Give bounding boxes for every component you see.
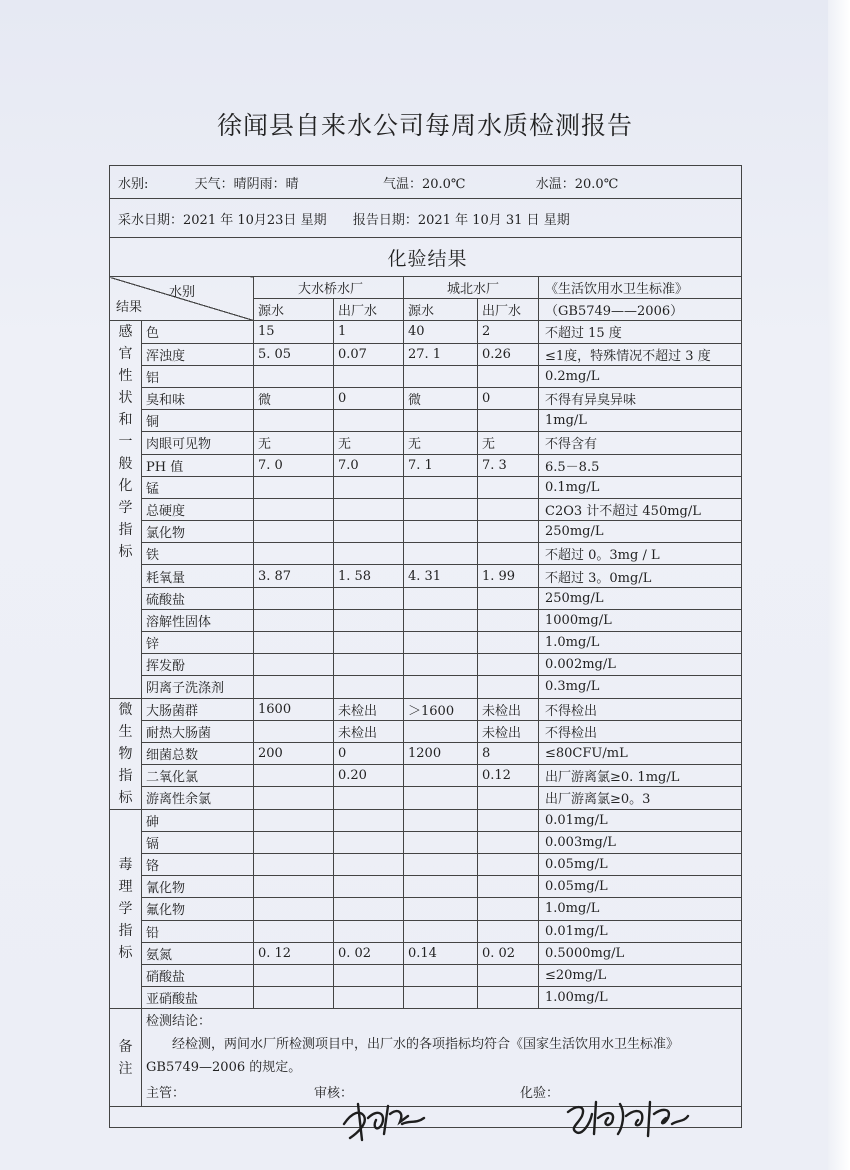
plant2-source bbox=[404, 987, 478, 1009]
plant2-source: ＞1600 bbox=[404, 698, 478, 720]
plant2-outlet bbox=[478, 809, 539, 831]
supervisor-label: 主管： bbox=[146, 1085, 186, 1101]
table-row bbox=[110, 609, 742, 631]
remarks-char: 注 bbox=[118, 1060, 133, 1077]
category-char: 物 bbox=[118, 745, 133, 762]
diagonal-header-cell bbox=[110, 277, 254, 321]
plant2-source-header: 源水 bbox=[404, 299, 478, 321]
plant2-outlet bbox=[478, 609, 539, 631]
remarks-row bbox=[110, 1054, 742, 1076]
table-row bbox=[110, 454, 742, 476]
plant1-outlet bbox=[334, 521, 404, 543]
standard-limit: 6.5－8.5 bbox=[539, 454, 742, 476]
plant1-source-header: 源水 bbox=[254, 299, 334, 321]
item-name: 氯化物 bbox=[142, 521, 254, 543]
column-header-row-1 bbox=[110, 277, 742, 299]
plant1-outlet bbox=[334, 809, 404, 831]
category-char: 毒 bbox=[118, 856, 133, 873]
plant1-source bbox=[254, 365, 334, 387]
plant2-source bbox=[404, 609, 478, 631]
plant1-outlet: 1. 58 bbox=[334, 565, 404, 587]
table-row bbox=[110, 698, 742, 720]
plant1-source bbox=[254, 720, 334, 742]
item-name: 铁 bbox=[142, 543, 254, 565]
table-row bbox=[110, 742, 742, 764]
plant1-source bbox=[254, 587, 334, 609]
table-row bbox=[110, 831, 742, 853]
standard-limit: 0.01mg/L bbox=[539, 809, 742, 831]
plant2-outlet bbox=[478, 964, 539, 986]
plant1-outlet bbox=[334, 476, 404, 498]
plant1-header: 大水桥水厂 bbox=[254, 277, 404, 299]
plant2-outlet: 0.12 bbox=[478, 765, 539, 787]
standard-limit: 不超过 0。3mg / L bbox=[539, 543, 742, 565]
water-quality-table bbox=[109, 165, 742, 1128]
item-name: 游离性余氯 bbox=[142, 787, 254, 809]
standard-limit: 不得有异臭异味 bbox=[539, 387, 742, 409]
plant2-source: 无 bbox=[404, 432, 478, 454]
table-row bbox=[110, 654, 742, 676]
plant1-outlet: 0.07 bbox=[334, 343, 404, 365]
plant1-source: 无 bbox=[254, 432, 334, 454]
standard-limit: 0.002mg/L bbox=[539, 654, 742, 676]
section-title-row bbox=[110, 238, 742, 277]
plant1-outlet bbox=[334, 498, 404, 520]
plant2-outlet bbox=[478, 498, 539, 520]
plant1-outlet bbox=[334, 543, 404, 565]
plant1-source: 1600 bbox=[254, 698, 334, 720]
plant2-outlet: 2 bbox=[478, 321, 539, 343]
item-name: 耐热大肠菌 bbox=[142, 720, 254, 742]
standard-limit: 0.3mg/L bbox=[539, 676, 742, 698]
table-row bbox=[110, 387, 742, 409]
standard-limit: 0.003mg/L bbox=[539, 831, 742, 853]
plant2-outlet bbox=[478, 876, 539, 898]
item-name: 镉 bbox=[142, 831, 254, 853]
plant2-source: 微 bbox=[404, 387, 478, 409]
plant2-outlet: 未检出 bbox=[478, 720, 539, 742]
plant2-source bbox=[404, 476, 478, 498]
table-row bbox=[110, 942, 742, 964]
item-name: 总硬度 bbox=[142, 498, 254, 520]
item-name: 臭和味 bbox=[142, 387, 254, 409]
plant1-outlet bbox=[334, 609, 404, 631]
standard-limit: 不超过 3。0mg/L bbox=[539, 565, 742, 587]
sampling-date: 采水日期：2021 年 10月23日 星期 bbox=[118, 212, 327, 228]
table-row bbox=[110, 498, 742, 520]
air-temp-text: 气温：20.0℃ bbox=[382, 176, 466, 192]
plant1-outlet: 0 bbox=[334, 742, 404, 764]
plant2-source: 7. 1 bbox=[404, 454, 478, 476]
conclusion-line-1: 经检测，两间水厂所检测项目中，出厂水的各项指标均符合《国家生活饮用水卫生标准》 bbox=[142, 1030, 742, 1054]
report-date: 报告日期：2021 年 10月 31 日 星期 bbox=[352, 212, 570, 228]
table-row bbox=[110, 587, 742, 609]
plant2-outlet bbox=[478, 587, 539, 609]
plant1-source bbox=[254, 853, 334, 875]
category-char: 微 bbox=[118, 701, 133, 718]
item-name: 溶解性固体 bbox=[142, 609, 254, 631]
corner-bottom-label: 结果 bbox=[116, 300, 143, 316]
category-char: 状 bbox=[118, 390, 133, 407]
plant1-outlet bbox=[334, 987, 404, 1009]
plant2-source bbox=[404, 654, 478, 676]
category-char: 理 bbox=[118, 878, 133, 895]
plant2-source bbox=[404, 410, 478, 432]
header-row-weather bbox=[110, 166, 742, 199]
plant2-source bbox=[404, 543, 478, 565]
standard-limit: 0.1mg/L bbox=[539, 476, 742, 498]
plant1-outlet: 无 bbox=[334, 432, 404, 454]
remarks-row bbox=[110, 1030, 742, 1054]
item-name: 硝酸盐 bbox=[142, 964, 254, 986]
standard-limit: C2O3 计不超过 450mg/L bbox=[539, 498, 742, 520]
plant1-source bbox=[254, 609, 334, 631]
plant1-outlet bbox=[334, 876, 404, 898]
plant1-outlet bbox=[334, 587, 404, 609]
plant1-source bbox=[254, 543, 334, 565]
table-row bbox=[110, 543, 742, 565]
item-name: 二氧化氯 bbox=[142, 765, 254, 787]
plant2-outlet-header: 出厂水 bbox=[478, 299, 539, 321]
category-char: 化 bbox=[118, 478, 133, 495]
plant1-source bbox=[254, 809, 334, 831]
plant1-source bbox=[254, 676, 334, 698]
plant2-outlet bbox=[478, 853, 539, 875]
category-char: 性 bbox=[118, 368, 133, 385]
table-row bbox=[110, 365, 742, 387]
item-name: 大肠菌群 bbox=[142, 698, 254, 720]
plant2-outlet: 8 bbox=[478, 742, 539, 764]
conclusion-line-2: GB5749—2006 的规定。 bbox=[142, 1054, 742, 1076]
plant2-source bbox=[404, 920, 478, 942]
weather-text: 天气：晴阴雨：晴 bbox=[194, 176, 299, 192]
plant1-source bbox=[254, 476, 334, 498]
section-title: 化验结果 bbox=[110, 238, 742, 277]
plant1-source: 0. 12 bbox=[254, 942, 334, 964]
plant2-source bbox=[404, 521, 478, 543]
tester-label: 化验： bbox=[520, 1086, 560, 1102]
plant2-source bbox=[404, 787, 478, 809]
category-char: 一 bbox=[118, 434, 133, 451]
standard-limit: 1.00mg/L bbox=[539, 987, 742, 1009]
item-name: 耗氧量 bbox=[142, 565, 254, 587]
plant2-source bbox=[404, 831, 478, 853]
corner-top-label: 水别 bbox=[168, 285, 195, 300]
report-title: 徐闻县自来水公司每周水质检测报告 bbox=[216, 111, 633, 140]
table-row bbox=[110, 432, 742, 454]
standard-limit: 0.05mg/L bbox=[539, 853, 742, 875]
plant1-source bbox=[254, 787, 334, 809]
item-name: 氰化物 bbox=[142, 876, 254, 898]
item-name: 铝 bbox=[142, 365, 254, 387]
standard-limit: 出厂游离氯≥0。3 bbox=[539, 787, 742, 809]
standard-limit: 出厂游离氯≥0. 1mg/L bbox=[539, 765, 742, 787]
category-micro bbox=[110, 698, 142, 809]
item-name: 肉眼可见物 bbox=[142, 432, 254, 454]
reviewer-signature bbox=[338, 1094, 430, 1148]
plant1-outlet bbox=[334, 787, 404, 809]
category-char: 学 bbox=[118, 900, 133, 917]
table-row bbox=[110, 987, 742, 1009]
table-row bbox=[110, 343, 742, 365]
plant1-source bbox=[254, 410, 334, 432]
header-row-dates bbox=[110, 199, 742, 238]
standard-limit: 0.01mg/L bbox=[539, 920, 742, 942]
item-name: 细菌总数 bbox=[142, 742, 254, 764]
plant1-outlet bbox=[334, 410, 404, 432]
plant2-outlet bbox=[478, 632, 539, 654]
item-name: 铜 bbox=[142, 410, 254, 432]
table-row bbox=[110, 476, 742, 498]
table-row bbox=[110, 410, 742, 432]
plant1-outlet bbox=[334, 365, 404, 387]
plant2-outlet: 0 bbox=[478, 387, 539, 409]
item-name: 色 bbox=[142, 321, 254, 343]
table-row bbox=[110, 676, 742, 698]
plant2-source bbox=[404, 853, 478, 875]
plant1-source bbox=[254, 498, 334, 520]
standard-limit: 1000mg/L bbox=[539, 609, 742, 631]
category-char: 指 bbox=[118, 922, 133, 939]
plant1-outlet-header: 出厂水 bbox=[334, 299, 404, 321]
plant1-outlet bbox=[334, 676, 404, 698]
table-row bbox=[110, 898, 742, 920]
standard-code-header: （GB5749——2006） bbox=[539, 299, 742, 321]
plant2-header: 城北水厂 bbox=[404, 277, 539, 299]
table-row bbox=[110, 876, 742, 898]
item-name: 浑浊度 bbox=[142, 343, 254, 365]
standard-limit: 1.0mg/L bbox=[539, 898, 742, 920]
category-char: 官 bbox=[118, 346, 133, 363]
tester-signature bbox=[562, 1094, 692, 1146]
reviewer-label: 审核： bbox=[314, 1086, 354, 1102]
plant2-outlet bbox=[478, 787, 539, 809]
conclusion-label: 检测结论： bbox=[142, 1009, 742, 1031]
plant1-source bbox=[254, 831, 334, 853]
standard-limit: 不得检出 bbox=[539, 698, 742, 720]
category-char: 学 bbox=[118, 500, 133, 517]
plant2-source bbox=[404, 365, 478, 387]
plant1-source: 15 bbox=[254, 321, 334, 343]
plant2-outlet bbox=[478, 987, 539, 1009]
plant1-outlet bbox=[334, 831, 404, 853]
plant2-outlet: 0. 02 bbox=[478, 942, 539, 964]
plant2-source bbox=[404, 587, 478, 609]
item-name: 挥发酚 bbox=[142, 654, 254, 676]
item-name: 锌 bbox=[142, 632, 254, 654]
table-row bbox=[110, 720, 742, 742]
standard-limit: ≤80CFU/mL bbox=[539, 742, 742, 764]
plant2-outlet bbox=[478, 654, 539, 676]
plant2-outlet: 无 bbox=[478, 432, 539, 454]
plant1-source: 5. 05 bbox=[254, 343, 334, 365]
plant2-outlet bbox=[478, 476, 539, 498]
table-row bbox=[110, 920, 742, 942]
plant1-outlet: 7.0 bbox=[334, 454, 404, 476]
table-row bbox=[110, 521, 742, 543]
standard-limit: 0.05mg/L bbox=[539, 876, 742, 898]
plant1-source: 微 bbox=[254, 387, 334, 409]
category-char: 标 bbox=[118, 544, 133, 561]
standard-limit: 0.5000mg/L bbox=[539, 942, 742, 964]
plant1-outlet bbox=[334, 853, 404, 875]
plant2-outlet bbox=[478, 365, 539, 387]
remarks-label bbox=[110, 1009, 142, 1107]
plant2-source: 1200 bbox=[404, 742, 478, 764]
plant2-source: 27. 1 bbox=[404, 343, 478, 365]
plant2-outlet bbox=[478, 920, 539, 942]
standard-limit: 不超过 15 度 bbox=[539, 321, 742, 343]
plant1-source bbox=[254, 632, 334, 654]
plant1-source bbox=[254, 654, 334, 676]
plant2-source bbox=[404, 498, 478, 520]
category-char: 般 bbox=[118, 456, 133, 473]
plant2-outlet: 7. 3 bbox=[478, 454, 539, 476]
plant1-outlet: 未检出 bbox=[334, 698, 404, 720]
plant2-source bbox=[404, 676, 478, 698]
plant1-source bbox=[254, 521, 334, 543]
standard-limit: ≤20mg/L bbox=[539, 964, 742, 986]
table-row bbox=[110, 632, 742, 654]
plant2-outlet bbox=[478, 676, 539, 698]
table-row bbox=[110, 853, 742, 875]
plant2-outlet bbox=[478, 831, 539, 853]
plant1-outlet: 0. 02 bbox=[334, 942, 404, 964]
plant1-source bbox=[254, 964, 334, 986]
plant1-source bbox=[254, 876, 334, 898]
plant2-source bbox=[404, 720, 478, 742]
plant2-source bbox=[404, 964, 478, 986]
item-name: PH 值 bbox=[142, 454, 254, 476]
plant1-source bbox=[254, 765, 334, 787]
plant1-source bbox=[254, 987, 334, 1009]
category-char: 标 bbox=[118, 789, 133, 806]
plant1-outlet: 未检出 bbox=[334, 720, 404, 742]
plant2-source bbox=[404, 632, 478, 654]
plant1-outlet bbox=[334, 898, 404, 920]
item-name: 亚硝酸盐 bbox=[142, 987, 254, 1009]
scan-edge bbox=[828, 0, 850, 1170]
category-sensory bbox=[110, 321, 142, 698]
plant2-outlet: 未检出 bbox=[478, 698, 539, 720]
standard-limit: 250mg/L bbox=[539, 587, 742, 609]
table-row bbox=[110, 765, 742, 787]
plant2-source bbox=[404, 898, 478, 920]
standard-header: 《生活饮用水卫生标准》 bbox=[539, 277, 742, 299]
water-temp-text: 水温：20.0℃ bbox=[535, 176, 619, 192]
item-name: 阴离子洗涤剂 bbox=[142, 676, 254, 698]
plant1-outlet: 0.20 bbox=[334, 765, 404, 787]
item-name: 氟化物 bbox=[142, 898, 254, 920]
plant2-source bbox=[404, 876, 478, 898]
standard-limit: 250mg/L bbox=[539, 521, 742, 543]
category-char: 和 bbox=[118, 412, 133, 429]
item-name: 氨氮 bbox=[142, 942, 254, 964]
plant1-outlet bbox=[334, 964, 404, 986]
plant2-outlet: 1. 99 bbox=[478, 565, 539, 587]
table-row bbox=[110, 321, 742, 343]
table-row bbox=[110, 787, 742, 809]
table-row bbox=[110, 964, 742, 986]
remarks-char: 备 bbox=[118, 1038, 133, 1055]
water-type-label: 水别: bbox=[118, 176, 149, 192]
plant1-source: 7. 0 bbox=[254, 454, 334, 476]
standard-limit: 不得含有 bbox=[539, 432, 742, 454]
plant2-outlet bbox=[478, 410, 539, 432]
standard-limit: 1.0mg/L bbox=[539, 632, 742, 654]
item-name: 砷 bbox=[142, 809, 254, 831]
plant2-source bbox=[404, 765, 478, 787]
plant1-source: 3. 87 bbox=[254, 565, 334, 587]
standard-limit: 不得检出 bbox=[539, 720, 742, 742]
plant1-outlet: 1 bbox=[334, 321, 404, 343]
item-name: 铬 bbox=[142, 853, 254, 875]
plant2-outlet bbox=[478, 543, 539, 565]
standard-limit: 1mg/L bbox=[539, 410, 742, 432]
table-row bbox=[110, 565, 742, 587]
category-char: 指 bbox=[118, 767, 133, 784]
plant2-source: 0.14 bbox=[404, 942, 478, 964]
category-char: 感 bbox=[118, 324, 133, 341]
plant2-outlet bbox=[478, 521, 539, 543]
plant2-outlet: 0.26 bbox=[478, 343, 539, 365]
plant2-source bbox=[404, 809, 478, 831]
plant2-source: 4. 31 bbox=[404, 565, 478, 587]
category-toxic bbox=[110, 809, 142, 1009]
category-char: 标 bbox=[118, 944, 133, 961]
plant1-outlet bbox=[334, 654, 404, 676]
category-char: 指 bbox=[118, 522, 133, 539]
plant2-source: 40 bbox=[404, 321, 478, 343]
remarks-row bbox=[110, 1009, 742, 1031]
standard-limit: ≤1度，特殊情况不超过 3 度 bbox=[539, 343, 742, 365]
plant1-outlet: 0 bbox=[334, 387, 404, 409]
plant1-source bbox=[254, 898, 334, 920]
plant1-source bbox=[254, 920, 334, 942]
plant1-source: 200 bbox=[254, 742, 334, 764]
item-name: 锰 bbox=[142, 476, 254, 498]
category-char: 生 bbox=[118, 723, 133, 740]
item-name: 铅 bbox=[142, 920, 254, 942]
table-row bbox=[110, 809, 742, 831]
item-name: 硫酸盐 bbox=[142, 587, 254, 609]
plant1-outlet bbox=[334, 632, 404, 654]
plant1-outlet bbox=[334, 920, 404, 942]
plant2-outlet bbox=[478, 898, 539, 920]
standard-limit: 0.2mg/L bbox=[539, 365, 742, 387]
